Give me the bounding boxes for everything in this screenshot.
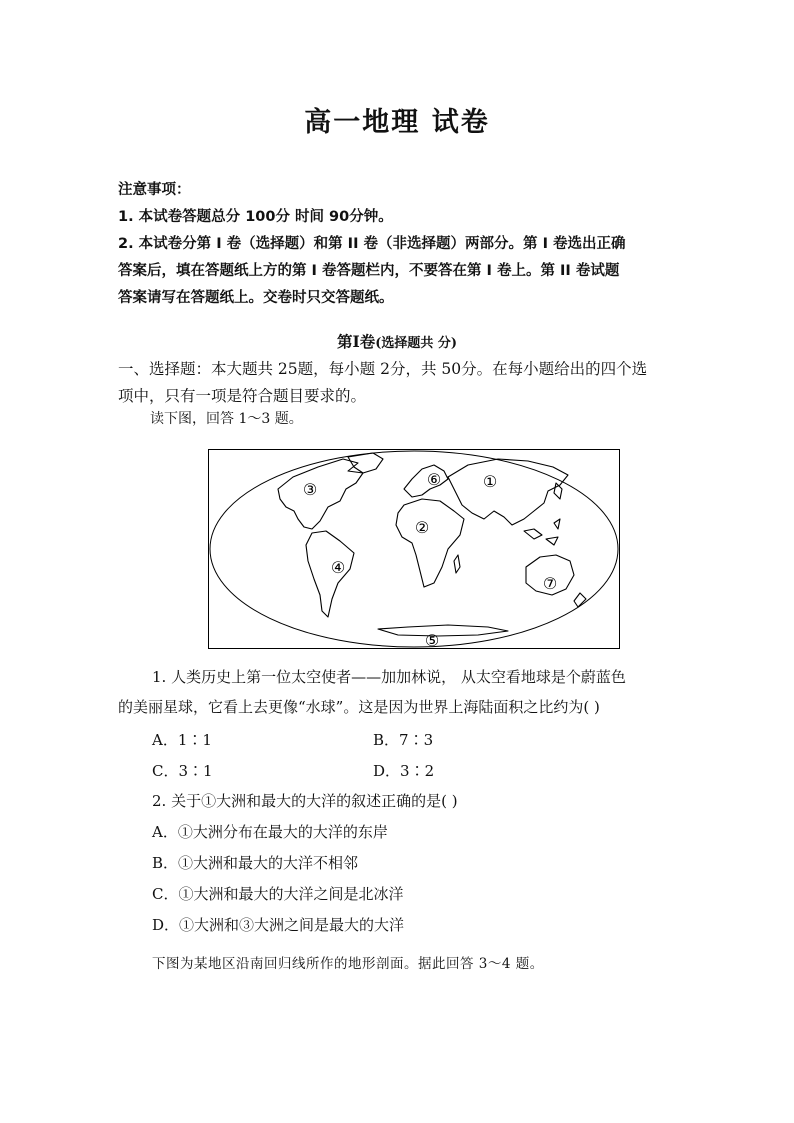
section-title-sub: (选择题共 分) — [375, 336, 458, 351]
read-map-intro: 读下图，回答 1～3 题。 — [150, 411, 303, 427]
map-label-1: ① — [482, 472, 498, 491]
question-2-option-d[interactable]: D．①大洲和③大洲之间是最大的大洋 — [152, 916, 405, 934]
notice-item-1: 1. 本试卷答题总分 100分 时间 90分钟。 — [118, 209, 393, 225]
world-map-figure — [208, 449, 620, 649]
map-label-2: ② — [414, 518, 430, 537]
notice-item-2: 2. 本试卷分第 I 卷（选择题）和第 II 卷（非选择题）两部分。第 I 卷选出正确 — [118, 236, 626, 252]
question-2-option-c[interactable]: C．①大洲和最大的大洋之间是北冰洋 — [152, 885, 404, 903]
question-1-line-1: 1. 人类历史上第一位太空使者——加加林说， 从太空看地球是个蔚蓝色 — [152, 668, 626, 686]
question-2-option-b[interactable]: B．①大洲和最大的大洋不相邻 — [152, 854, 359, 872]
question-1-option-c[interactable]: C．3∶1 — [152, 762, 213, 780]
map-label-7: ⑦ — [542, 574, 558, 593]
section-title — [0, 330, 794, 352]
section-instruction-2: 项中，只有一项是符合题目要求的。 — [118, 387, 367, 405]
section-instruction-1: 一、选择题：本大题共 25题，每小题 2分，共 50分。在每小题给出的四个选 — [118, 360, 648, 378]
section-title-main: 第Ⅰ卷 — [336, 332, 376, 351]
map-label-5: ⑤ — [424, 631, 440, 649]
question-2-option-a[interactable]: A．①大洲分布在最大的大洋的东岸 — [152, 823, 388, 841]
question-2-stem: 2. 关于①大洲和最大的大洋的叙述正确的是( ) — [152, 792, 458, 810]
map-label-6: ⑥ — [426, 470, 442, 489]
notice-item-2-end: 答案请写在答题纸上。交卷时只交答题纸。 — [118, 290, 394, 306]
notice-heading: 注意事项： — [118, 182, 191, 198]
map-label-4: ④ — [330, 558, 346, 577]
question-1-line-2: 的美丽星球，它看上去更像“水球”。这是因为世界上海陆面积之比约为( ) — [118, 698, 600, 716]
question-1-option-d[interactable]: D．3∶2 — [373, 762, 435, 780]
question-1-option-b[interactable]: B．7∶3 — [373, 731, 434, 749]
page-title: 高一地理 试卷 — [304, 107, 490, 138]
notice-item-2-cont: 答案后，填在答题纸上方的第 I 卷答题栏内，不要答在第 I 卷上。第 II 卷试题 — [118, 263, 620, 279]
question-1-option-a[interactable]: A．1∶1 — [152, 731, 212, 749]
map-label-3: ③ — [302, 480, 318, 499]
next-figure-intro: 下图为某地区沿南回归线所作的地形剖面。据此回答 3～4 题。 — [152, 956, 544, 972]
